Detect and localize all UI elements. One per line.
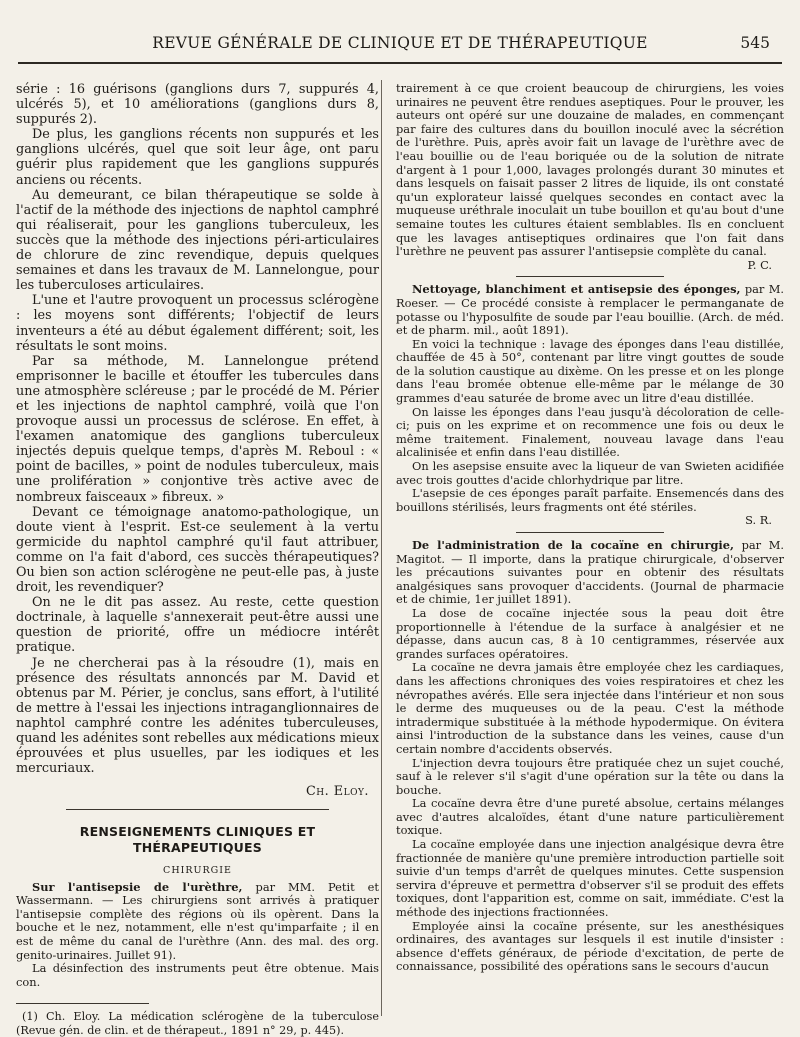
paragraph: Au demeurant, ce bilan thérapeutique se solde à l'actif de la méthode des injections de naphtol camphré qui réaliserait, pour les ganglions tuberculeux, les succès que la méthode des injections péri-articulaires de chlorure de zinc revendique, depuis quelques semaines et dans les travaux de M. Lannelongue, pour les tuberculoses articulaires. <box>16 187 379 294</box>
article-intro: par MM. Petit et Wassermann. — Les chirurgiens sont arrivés à pratiquer l'antisepsie complète des régions où ils opèrent. Dans la bouche et le nez, notamment, elle n'est qu'imparfaite ; il en est de même du canal de l'urèthre (Ann. des mal. des org. genito-urinaires. Juillet 91). <box>16 879 379 962</box>
paragraph: trairement à ce que croient beaucoup de chirurgiens, les voies urinaires ne peuvent être rendues aseptiques. Pour le prouver, les auteurs ont opéré sur une douzaine de malades, en commençant par faire des cultures dans du bouillon inoculé avec la sécrétion de l'urèthre. Puis, après avoir fait un lavage de l'urèthre avec de l'eau bouillie ou de l'eau boriquée ou de la solution de nitrate d'argent à 1 pour 1,000, lavages prolongés durant 30 minutes et dans lesquels on faisait passer 2 litres de liquide, ils ont constaté qu'un explorateur laissé quelques secondes en contact avec la muqueuse uréthrale inoculait un tube bouillon et qu'au bout d'une semaine toutes les cultures étaient semblables. Ils en concluent que les lavages antiseptiques ordinaires que l'on fait dans l'urèthre ne peuvent pas assurer l'antisepsie complète du canal. <box>396 81 784 259</box>
footnote-rule <box>16 1003 149 1004</box>
article-eponges <box>396 283 784 337</box>
paragraph: L'une et l'autre provoquent un processus sclérogène : les moyens sont différents; l'objectif de leurs inventeurs a été au début également différent; soit, les résultats le sont moins. <box>16 293 379 354</box>
page-number: 545 <box>740 34 770 52</box>
paragraph: Par sa méthode, M. Lannelongue prétend emprisonner le bacille et étouffer les tubercules dans une atmosphère scléreuse ; par le procédé de M. Périer et les injections de naphtol camphré, voilà que l'on provoque aussi un processus de sclérose. En effet, à l'examen anatomique des ganglions tuberculeux injectés depuis quelque temps, d'après M. Reboul : « point de bacilles, » point de nodules tuberculeux, mais une prolifération » conjontive très active avec de nombreux faisceaux » fibreux. » <box>16 353 379 505</box>
footnote: (1) Ch. Eloy. La médication sclérogène de la tuberculose (Revue gén. de clin. et de thérapeut., 1891 n° 29, p. 445). <box>16 1010 379 1037</box>
separator-rule <box>516 532 664 533</box>
author-initials: P. C. <box>747 257 772 272</box>
article-title: De l'administration de la cocaïne en chirurgie, <box>412 538 734 552</box>
paragraph: série : 16 guérisons (ganglions durs 7, suppurés 4, ulcérés 5), et 10 améliorations (ganglions durs 8, suppurés 2). <box>16 82 379 128</box>
article-cocaine <box>396 539 784 607</box>
right-column <box>396 82 784 974</box>
article-intro: par M. Roeser. — Ce procédé consiste à remplacer le permanganate de potasse ou l'hyposulfite de soude par l'eau bouillie. (Arch. de méd. et de pharm. mil., août 1891). <box>396 282 784 338</box>
separator-rule <box>516 276 664 277</box>
paragraph: Employée ainsi la cocaïne présente, sur les anesthésiques ordinaires, des avantages sur lesquels il est inutile d'insister : absence d'effets généraux, de période d'excitation, de perte de connaissance, possibilité des opérations sans le secours d'aucun <box>396 918 784 974</box>
paragraph: La dose de cocaïne injectée sous la peau doit être proportionnelle à l'étendue de la surface à analgésier et ne dépasse, dans aucun cas, 8 à 10 centigrammes, réservée aux grandes surfaces opératoires. <box>396 605 784 661</box>
paragraph: La désinfection des instruments peut être obtenue. Mais con. <box>16 961 379 989</box>
paragraph: Je ne chercherai pas à la résoudre (1), mais en présence des résultats annoncés par M. David et obtenus par M. Périer, je conclus, sans effort, à l'utilité de mettre à l'essai les injections intraganglionnaires de naphtol camphré contre les adénites tuberculeuses, quand les adénites sont rebelles aux médications mieux éprouvées et plus usuelles, par les iodiques et les mercuriaux. <box>16 655 379 777</box>
section-title: RENSEIGNEMENTS CLINIQUES ET THÉRAPEUTIQUES <box>79 824 316 855</box>
left-column <box>16 82 379 1037</box>
paragraph: L'injection devra toujours être pratiquée chez un sujet couché, sauf à le relever s'il s'agit d'une opération sur la tête ou dans la bouche. <box>396 755 784 797</box>
journal-title: REVUE GÉNÉRALE DE CLINIQUE ET DE THÉRAPEUTIQUE <box>152 34 648 52</box>
paragraph: En voici la technique : lavage des éponges dans l'eau distillée, chauffée de 45 à 50°, contenant par litre vingt gouttes de soude de la solution caustique au dixème. On les presse et on les plonge dans l'eau bromée obtenue elle-même par le mélange de 30 grammes d'eau saturée de brome avec un litre d'eau distillée. <box>396 336 784 406</box>
article-intro: par M. Magitot. — Il importe, dans la pratique chirurgicale, d'observer les précautions suivantes pour en obtenir des résultats analgésiques sans provoquer d'accidents. (Journal de pharmacie et de chimie, 1er juillet 1891). <box>396 538 785 607</box>
header-rule <box>18 62 782 64</box>
author-initials: S. R. <box>745 513 772 528</box>
paragraph: La cocaïne devra être d'une pureté absolue, certains mélanges avec d'autres alcaloïdes, étant d'une nature particulièrement toxique. <box>396 796 784 838</box>
paragraph: L'asepsie de ces éponges paraît parfaite. Ensemencés dans des bouillons stérilisés, leurs fragments ont été stériles. <box>396 486 784 514</box>
paragraph: On les asepsise ensuite avec la liqueur de van Swieten acidifiée avec trois gouttes d'acide chlorhydrique par litre. <box>396 459 784 487</box>
paragraph: On ne le dit pas assez. Au reste, cette question doctrinale, à laquelle s'annexerait peut-être aussi une question de priorité, offre un médiocre intérêt pratique. <box>16 595 379 656</box>
paragraph: La cocaïne employée dans une injection analgésique devra être fractionnée de manière qu'une première introduction partielle soit suivie d'un temps d'arrêt de quelques minutes. Cette suspension servira d'épreuve et permettra d'observer s'il se produit des effets toxiques, dont l'apparition est, comme on sait, immédiate. C'est la méthode des injections fractionnées. <box>396 837 784 920</box>
column-divider <box>381 80 382 1016</box>
article-antisepsie <box>16 881 379 963</box>
paragraph: Devant ce témoignage anatomo-pathologique, un doute vient à l'esprit. Est-ce seulement à la vertu germicide du naphtol camphré qu'il faut attribuer, comme on l'a fait d'abord, ces succès thérapeutiques? Ou bien son action sclérogène ne peut-elle pas, à juste droit, les revendiquer? <box>16 504 379 596</box>
paragraph: On laisse les éponges dans l'eau jusqu'à décoloration de celle-ci; puis on les exprime et on recommence une fois ou deux le même traitement. Finalement, nouveau lavage dans l'eau alcalinisée et enfin dans l'eau distillée. <box>396 404 784 460</box>
paragraph: De plus, les ganglions récents non suppurés et les ganglions ulcérés, quel que soit leur âge, ont paru guérir plus rapidement que les ganglions suppurés anciens ou récents. <box>16 127 379 188</box>
running-head <box>20 34 780 56</box>
article-title: Nettoyage, blanchiment et antisepsie des éponges, <box>412 282 741 297</box>
article-title: Sur l'antisepsie de l'urèthre, <box>32 879 243 894</box>
section-rule <box>66 809 329 810</box>
section-subtitle: CHIRURGIE <box>163 864 232 876</box>
paragraph: La cocaïne ne devra jamais être employée chez les cardiaques, dans les affections chroniques des voies respiratoires et chez les névropathes avérés. Elle sera injectée dans l'intérieur et non sous le derme des muqueuses ou de la peau. C'est la méthode intradermique substituée à la méthode hypodermique. On évitera ainsi l'introduction de la substance dans les veines, cause d'un certain nombre d'accidents observés. <box>396 660 784 756</box>
author-signature: Ch. Eloy. <box>306 784 369 800</box>
